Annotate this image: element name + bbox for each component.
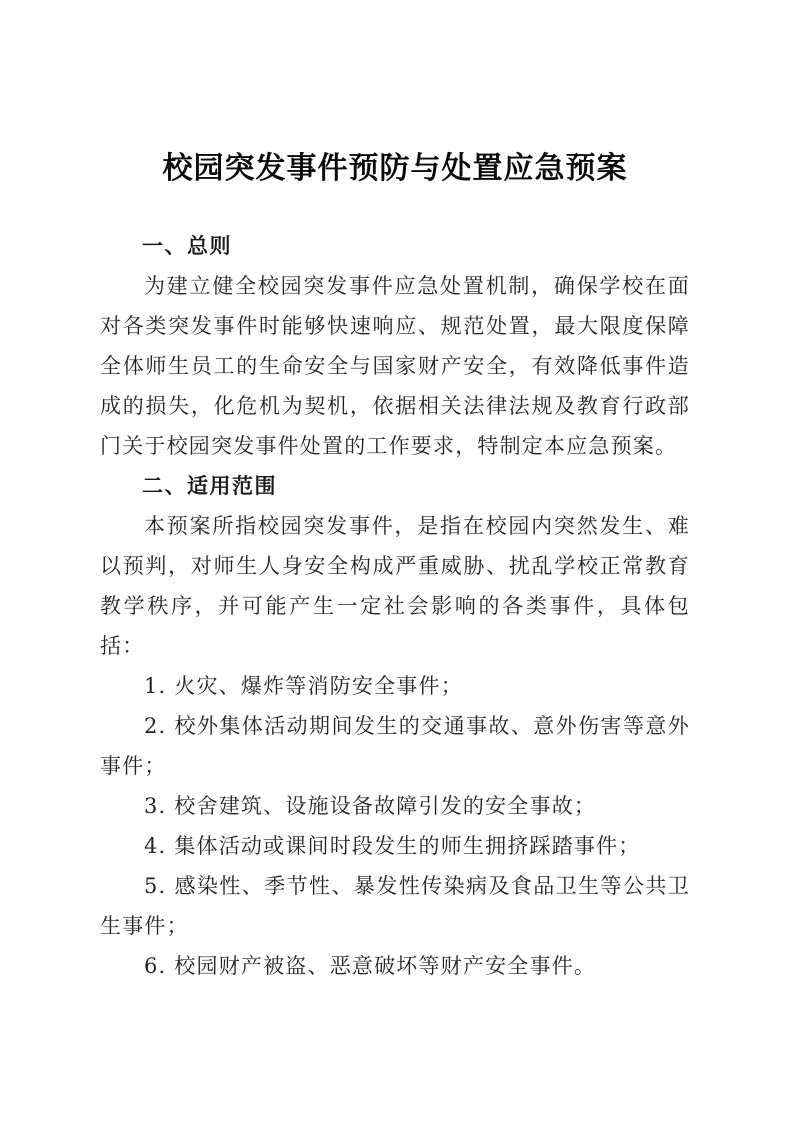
page-title: 校园突发事件预防与处置应急预案	[162, 151, 628, 186]
list-item: 2. 校外集体活动期间发生的交通事故、意外伤害等意外事件；	[100, 714, 690, 778]
list-item: 1. 火灾、爆炸等消防安全事件；	[144, 674, 463, 698]
list-item: 3. 校舍建筑、设施设备故障引发的安全事故；	[144, 794, 597, 818]
section-1-paragraph-1: 为建立健全校园突发事件应急处置机制，确保学校在面对各类突发事件时能够快速响应、规范处置，最大限度保障全体师生员工的生命安全与国家财产安全，有效降低事件造成的损失，化危机为契机，依据相关法律法规及教育行政部门关于校园突发事件处置的工作要求，特制定本应急预案。	[100, 274, 690, 458]
title-spacer	[100, 190, 690, 226]
section-heading-2: 二、适用范围	[142, 473, 277, 498]
section-2-paragraph-1: 本预案所指校园突发事件，是指在校园内突然发生、难以预判，对师生人身安全构成严重威胁、扰乱学校正常教育教学秩序，并可能产生一定社会影响的各类事件，具体包括：	[100, 514, 690, 658]
section-heading-1: 一、总则	[142, 233, 232, 258]
document-body	[100, 0, 690, 986]
list-item: 6. 校园财产被盗、恶意破坏等财产安全事件。	[144, 954, 597, 978]
list-item: 5. 感染性、季节性、暴发性传染病及食品卫生等公共卫生事件；	[100, 874, 690, 938]
list-item: 4. 集体活动或课间时段发生的师生拥挤踩踏事件；	[144, 834, 641, 858]
